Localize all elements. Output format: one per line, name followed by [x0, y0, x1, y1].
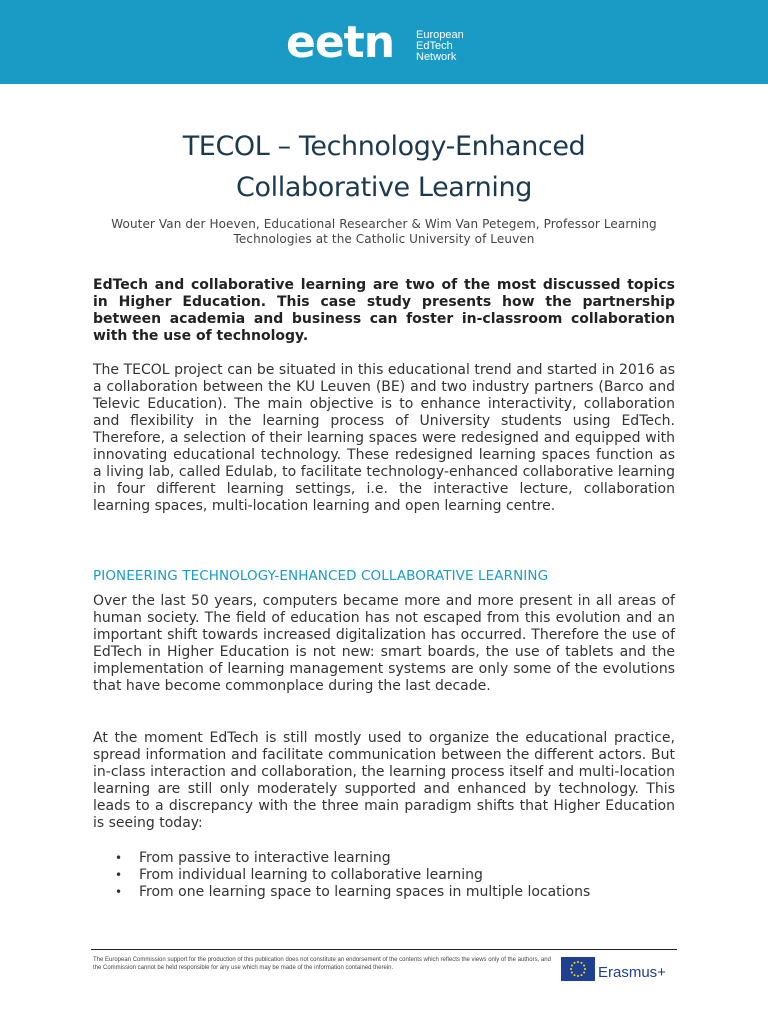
lead-paragraph: EdTech and collaborative learning are two of the most discussed topics in Higher Education. This case study presents how the partnership between academia and business can foster in-classroom collaboration with the use of technology. — [93, 277, 675, 344]
authors-line: Wouter Van der Hoeven, Educational Researcher & Wim Van Petegem, Professor Learning Technologies at the Catholic University of Leuven — [111, 217, 657, 246]
header-band — [0, 0, 768, 84]
list-item-text: From passive to interactive learning — [139, 850, 391, 866]
document-title — [84, 126, 684, 208]
erasmus-logo — [561, 957, 677, 983]
logo-line-2: EdTech — [416, 40, 453, 52]
list-item — [93, 884, 675, 901]
eetn-logo[interactable] — [286, 18, 496, 68]
body-paragraph-1: The TECOL project can be situated in this educational trend and started in 2016 as a collaboration between the KU Leuven (BE) and two industry partners (Barco and Televic Education). The main objective is to enhance interactivity, collaboration and flexibility in the learning process of University students using EdTech. Therefore, a selection of their learning spaces were redesigned and equipped with innovating educational technology. These redesigned learning spaces function as a living lab, called Edulab, to facilitate technology-enhanced collaborative learning in four different learning settings, i.e. the interactive lecture, collaboration learning spaces, multi-location learning and open learning centre. — [93, 362, 675, 514]
eu-flag-icon — [561, 957, 595, 981]
logo-mark: eetn — [286, 17, 395, 68]
bullet-icon: • — [115, 851, 123, 865]
logo-line-1: European — [416, 29, 464, 41]
body-paragraph-3: At the moment EdTech is still mostly used to organize the educational practice, spread information and facilitate communication between the different actors. But in-class interaction and collaboration, the learning process itself and multi-location learning are still only moderately supported and enhanced by technology. This leads to a discrepancy with the three main paradigm shifts that Higher Education is seeing today: — [93, 730, 675, 831]
logo-network-name — [416, 30, 464, 63]
bullet-icon: • — [115, 868, 123, 882]
erasmus-label: Erasmus+ — [598, 964, 666, 981]
bullet-icon: • — [115, 885, 123, 899]
list-item — [93, 867, 675, 884]
list-item-text: From individual learning to collaborative learning — [139, 867, 483, 883]
section-heading: PIONEERING TECHNOLOGY-ENHANCED COLLABORATIVE LEARNING — [93, 568, 549, 584]
body-paragraph-2: Over the last 50 years, computers became more and more present in all areas of human society. The field of education has not escaped from this evolution and an important shift towards increased digitalization has occurred. Therefore the use of EdTech in Higher Education is not new: smart boards, the use of tablets and the implementation of learning management systems are only some of the evolutions that have become commonplace during the last decade. — [93, 593, 675, 694]
logo-line-3: Network — [416, 51, 457, 63]
list-item-text: From one learning space to learning spaces in multiple locations — [139, 884, 591, 900]
paradigm-shift-list — [93, 850, 675, 901]
eu-disclaimer: The European Commission support for the production of this publication does not constitute an endorsement of the contents which reflects the views only of the authors, and the Commission cannot be held responsible for any use which may be made of the information contained therein. — [93, 957, 551, 971]
list-item — [93, 850, 675, 867]
title-line-1: TECOL – Technology-Enhanced — [182, 131, 586, 162]
title-line-2: Collaborative Learning — [236, 172, 532, 203]
eu-stars-icon — [561, 957, 595, 981]
footer-divider — [91, 949, 677, 950]
